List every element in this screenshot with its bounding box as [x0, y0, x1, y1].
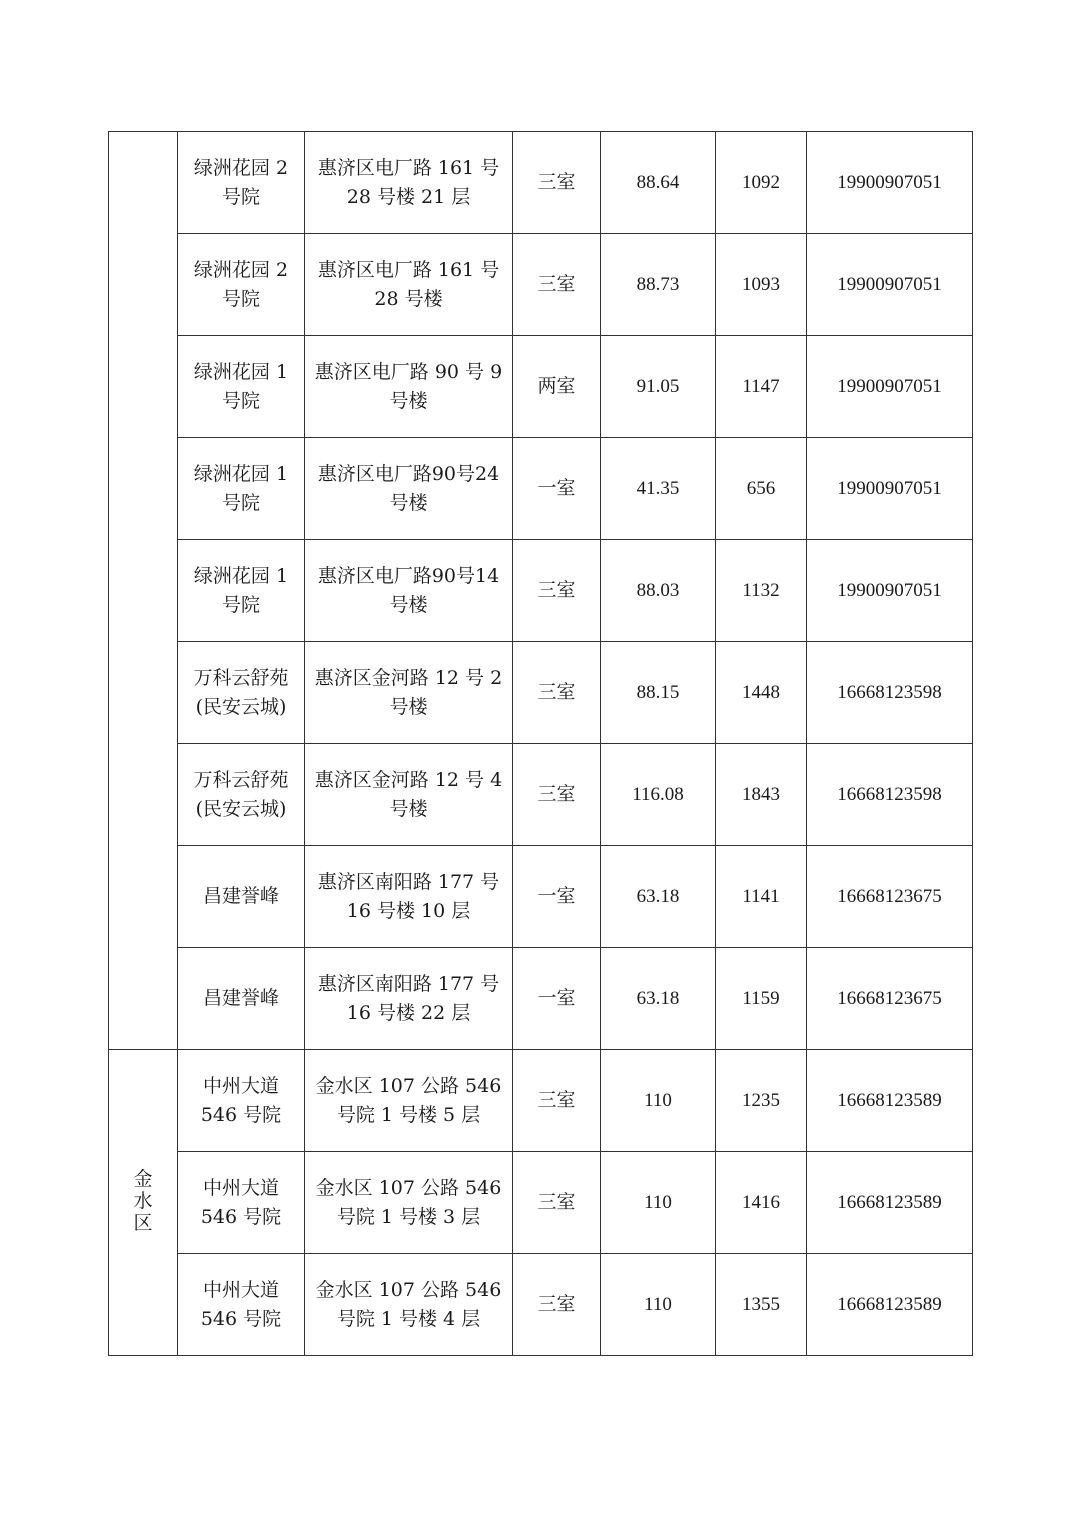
table-row: [109, 1152, 973, 1254]
layout-cell: 三室: [513, 1254, 601, 1356]
phone-cell: 16668123589: [807, 1152, 973, 1254]
area-cell: 91.05: [601, 336, 716, 438]
address-cell: 惠济区电厂路 161 号 28 号楼 21 层: [305, 132, 513, 234]
phone-cell: 19900907051: [807, 438, 973, 540]
rent-cell: 1843: [716, 744, 807, 846]
phone-cell: 19900907051: [807, 336, 973, 438]
area-cell: 116.08: [601, 744, 716, 846]
area-cell: 41.35: [601, 438, 716, 540]
address-cell: 惠济区金河路 12 号 4 号楼: [305, 744, 513, 846]
area-cell: 110: [601, 1050, 716, 1152]
table-row: [109, 336, 973, 438]
area-cell: 63.18: [601, 846, 716, 948]
table-row: [109, 540, 973, 642]
phone-cell: 16668123598: [807, 744, 973, 846]
rent-cell: 1092: [716, 132, 807, 234]
community-cell: 绿洲花园 1 号院: [178, 438, 305, 540]
table-row: [109, 1254, 973, 1356]
address-cell: 惠济区电厂路90号24号楼: [305, 438, 513, 540]
layout-cell: 三室: [513, 132, 601, 234]
phone-cell: 19900907051: [807, 540, 973, 642]
community-cell: 绿洲花园 1 号院: [178, 336, 305, 438]
rent-cell: 1355: [716, 1254, 807, 1356]
rent-cell: 1141: [716, 846, 807, 948]
address-cell: 惠济区金河路 12 号 2 号楼: [305, 642, 513, 744]
area-cell: 88.73: [601, 234, 716, 336]
rent-cell: 656: [716, 438, 807, 540]
housing-table: [108, 131, 973, 1356]
address-cell: 金水区 107 公路 546 号院 1 号楼 3 层: [305, 1152, 513, 1254]
community-cell: 绿洲花园 2 号院: [178, 132, 305, 234]
layout-cell: 三室: [513, 540, 601, 642]
area-cell: 88.15: [601, 642, 716, 744]
table-row: [109, 948, 973, 1050]
phone-cell: 16668123675: [807, 948, 973, 1050]
rent-cell: 1132: [716, 540, 807, 642]
community-cell: 绿洲花园 2 号院: [178, 234, 305, 336]
rent-cell: 1147: [716, 336, 807, 438]
area-cell: 63.18: [601, 948, 716, 1050]
area-cell: 88.03: [601, 540, 716, 642]
community-cell: 昌建誉峰: [178, 846, 305, 948]
layout-cell: 一室: [513, 948, 601, 1050]
rent-cell: 1416: [716, 1152, 807, 1254]
district-cell: [109, 132, 178, 1050]
community-cell: 中州大道 546 号院: [178, 1152, 305, 1254]
address-cell: 金水区 107 公路 546 号院 1 号楼 4 层: [305, 1254, 513, 1356]
table-row: [109, 234, 973, 336]
layout-cell: 一室: [513, 438, 601, 540]
table-row: [109, 744, 973, 846]
layout-cell: 三室: [513, 1050, 601, 1152]
layout-cell: 两室: [513, 336, 601, 438]
community-cell: 中州大道 546 号院: [178, 1050, 305, 1152]
layout-cell: 三室: [513, 744, 601, 846]
area-cell: 88.64: [601, 132, 716, 234]
address-cell: 惠济区电厂路 90 号 9 号楼: [305, 336, 513, 438]
phone-cell: 16668123675: [807, 846, 973, 948]
layout-cell: 一室: [513, 846, 601, 948]
community-cell: 中州大道 546 号院: [178, 1254, 305, 1356]
layout-cell: 三室: [513, 234, 601, 336]
rent-cell: 1235: [716, 1050, 807, 1152]
district-name: 金水区: [133, 1167, 153, 1234]
table-row: [109, 1050, 973, 1152]
phone-cell: 16668123598: [807, 642, 973, 744]
address-cell: 惠济区南阳路 177 号 16 号楼 22 层: [305, 948, 513, 1050]
phone-cell: 16668123589: [807, 1050, 973, 1152]
community-cell: 万科云舒苑(民安云城): [178, 744, 305, 846]
housing-table-body: [109, 132, 973, 1356]
district-cell: [109, 1050, 178, 1356]
phone-cell: 19900907051: [807, 234, 973, 336]
rent-cell: 1159: [716, 948, 807, 1050]
address-cell: 惠济区电厂路 161 号 28 号楼: [305, 234, 513, 336]
community-cell: 万科云舒苑(民安云城): [178, 642, 305, 744]
table-row: [109, 438, 973, 540]
area-cell: 110: [601, 1152, 716, 1254]
layout-cell: 三室: [513, 642, 601, 744]
table-row: [109, 846, 973, 948]
table-row: [109, 642, 973, 744]
table-row: [109, 132, 973, 234]
rent-cell: 1448: [716, 642, 807, 744]
address-cell: 惠济区电厂路90号14号楼: [305, 540, 513, 642]
community-cell: 昌建誉峰: [178, 948, 305, 1050]
layout-cell: 三室: [513, 1152, 601, 1254]
address-cell: 惠济区南阳路 177 号 16 号楼 10 层: [305, 846, 513, 948]
address-cell: 金水区 107 公路 546 号院 1 号楼 5 层: [305, 1050, 513, 1152]
rent-cell: 1093: [716, 234, 807, 336]
phone-cell: 16668123589: [807, 1254, 973, 1356]
phone-cell: 19900907051: [807, 132, 973, 234]
community-cell: 绿洲花园 1 号院: [178, 540, 305, 642]
area-cell: 110: [601, 1254, 716, 1356]
